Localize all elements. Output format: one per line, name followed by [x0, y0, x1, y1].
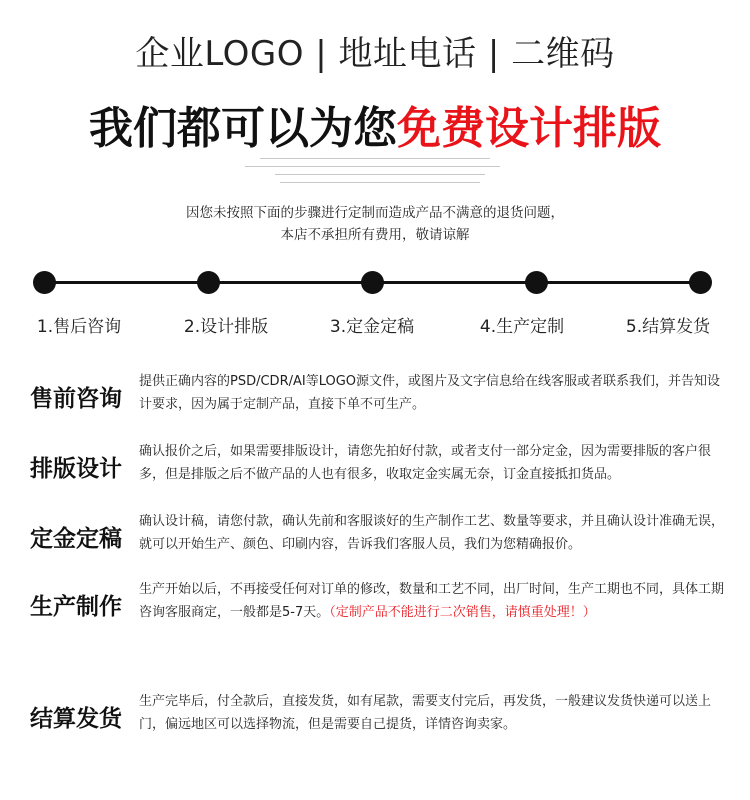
notice-line-1: 因您未按照下面的步骤进行定制而造成产品不满意的退货问题， — [186, 205, 564, 221]
timeline-dot — [689, 271, 712, 294]
section-text: 提供正确内容的PSD/CDR/AI等LOGO源文件，或图片及文字信息给在线客服或者联系我们，并告知设计要求，因为属于定制产品，直接下单不可生产。 — [139, 374, 721, 412]
section-text: 确认报价之后，如果需要排版设计，请您先拍好付款，或者支付一部分定金，因为需要排版的客户很多，但是排版之后不做产品的人也有很多，收取定金实属无奈，订金直接抵扣货品。 — [139, 444, 712, 482]
fine-print-line — [260, 158, 490, 159]
timeline-step-label: 1.售后咨询 — [36, 317, 122, 337]
process-timeline — [0, 268, 750, 338]
section-title: 定金定稿 — [30, 526, 122, 552]
timeline-dot — [33, 271, 56, 294]
section-text: 生产开始以后，不再接受任何对订单的修改，数量和工艺不同，出厂时间，生产工期也不同，具体工期咨询客服商定，一般都是5-7天。 — [139, 582, 725, 620]
top-title: 企业LOGO | 地址电话 | 二维码 — [135, 34, 615, 74]
main-heading-red: 免费设计排版 — [397, 103, 661, 154]
section-title: 排版设计 — [30, 456, 122, 482]
timeline-step-label: 5.结算发货 — [625, 317, 711, 337]
section-warning-note: （定制产品不能进行二次销售，请慎重处理！） — [329, 605, 596, 620]
notice-line-2: 本店不承担所有费用，敬请谅解 — [280, 227, 470, 243]
fine-print-line — [275, 174, 485, 175]
main-heading — [0, 92, 750, 156]
timeline-step-label: 3.定金定稿 — [329, 317, 415, 337]
fine-print-line — [280, 182, 480, 183]
section-body — [139, 510, 724, 556]
section-title: 生产制作 — [30, 594, 122, 620]
timeline-dot — [361, 271, 384, 294]
section-text: 生产完毕后，付全款后，直接发货，如有尾款，需要支付完后，再发货，一般建议发货快递可以送上门，偏远地区可以选择物流，但是需要自己提货，详情咨询卖家。 — [139, 694, 712, 732]
section-body — [139, 690, 724, 736]
timeline-dot — [197, 271, 220, 294]
section-body — [139, 440, 724, 486]
section-text: 确认设计稿，请您付款，确认先前和客服谈好的生产制作工艺、数量等要求，并且确认设计准确无误，就可以开始生产、颜色、印刷内容，告诉我们客服人员，我们为您精确报价。 — [139, 514, 725, 552]
timeline-step-label: 2.设计排版 — [183, 317, 269, 337]
timeline-dot — [525, 271, 548, 294]
section-title: 结算发货 — [30, 706, 122, 732]
fine-print-line — [245, 166, 500, 167]
fine-print-decoration — [240, 158, 520, 190]
notice — [0, 202, 750, 246]
timeline-step-label: 4.生产定制 — [479, 317, 565, 337]
main-heading-black: 我们都可以为您 — [89, 103, 397, 154]
section-title: 售前咨询 — [30, 386, 122, 412]
section-body — [139, 370, 724, 416]
section-body — [139, 578, 724, 624]
